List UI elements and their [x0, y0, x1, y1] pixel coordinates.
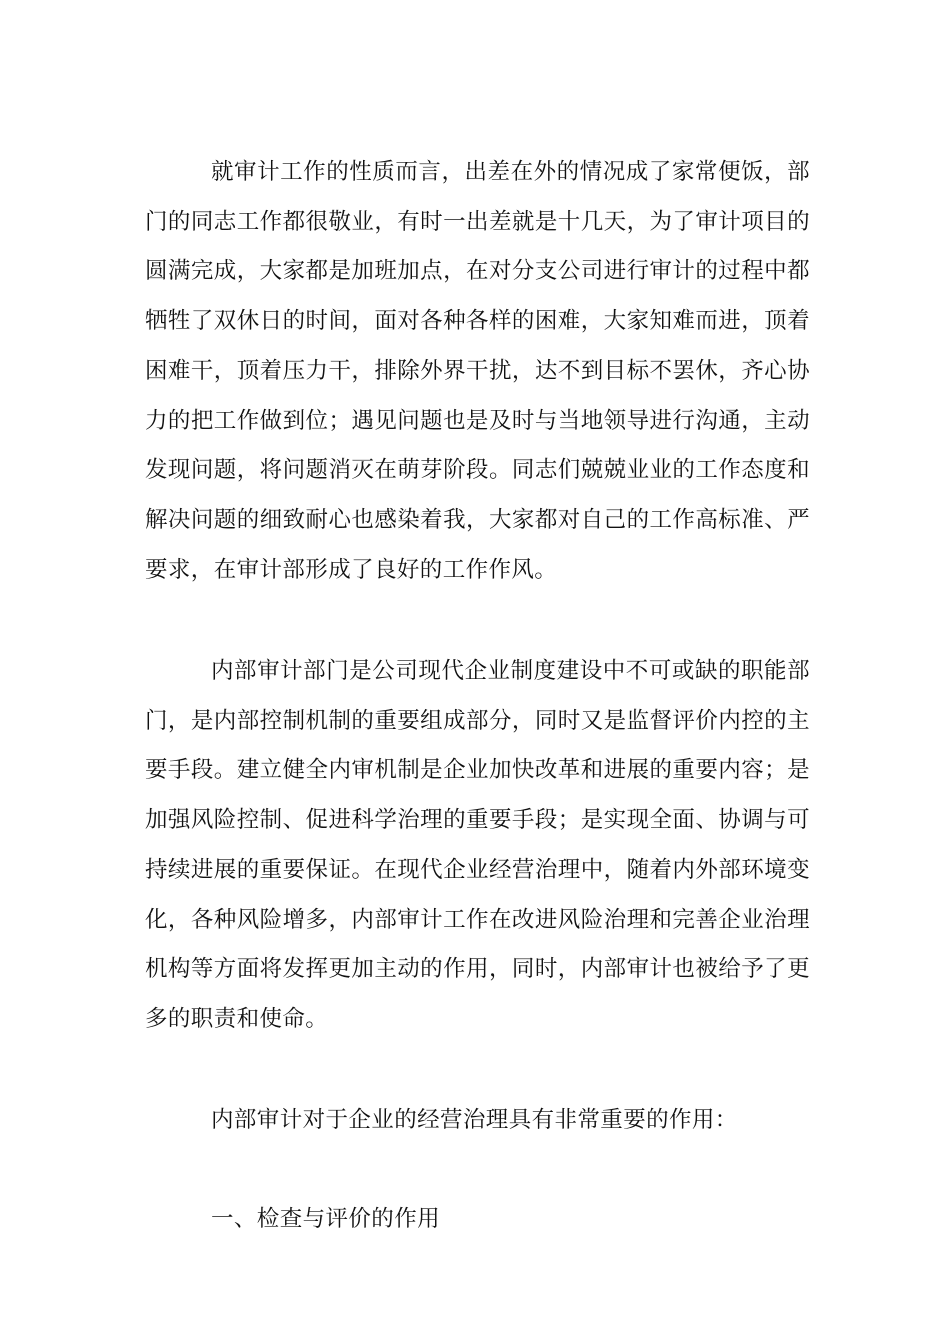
paragraph-audit-work-nature: 就审计工作的性质而言，出差在外的情况成了家常便饭，部门的同志工作都很敬业，有时一出差就是十几天，为了审计项目的圆满完成，大家都是加班加点，在对分支公司进行审计的过程中都牺牲了双休日的时间，面对各种各样的困难，大家知难而进，顶着困难干，顶着压力干，排除外界干扰，达不到目标不罢休，齐心协力的把工作做到位；遇见问题也是及时与当地领导进行沟通，主动发现问题，将问题消灭在萌芽阶段。同志们兢兢业业的工作态度和解决问题的细致耐心也感染着我，大家都对自己的工作高标准、严要求，在审计部形成了良好的工作作风。 [145, 159, 810, 583]
section-heading-inspection-evaluation: 一、检查与评价的作用 [211, 1206, 441, 1232]
paragraph-audit-importance-intro: 内部审计对于企业的经营治理具有非常重要的作用： [211, 1107, 738, 1133]
paragraph-internal-audit-department: 内部审计部门是公司现代企业制度建设中不可或缺的职能部门，是内部控制机制的重要组成部分，同时又是监督评价内控的主要手段。建立健全内审机制是企业加快改革和进展的重要内容；是加强风险控制、促进科学治理的重要手段；是实现全面、协调与可持续进展的重要保证。在现代企业经营治理中，随着内外部环境变化，各种风险增多，内部审计工作在改进风险治理和完善企业治理机构等方面将发挥更加主动的作用，同时，内部审计也被给予了更多的职责和使命。 [145, 658, 810, 1032]
